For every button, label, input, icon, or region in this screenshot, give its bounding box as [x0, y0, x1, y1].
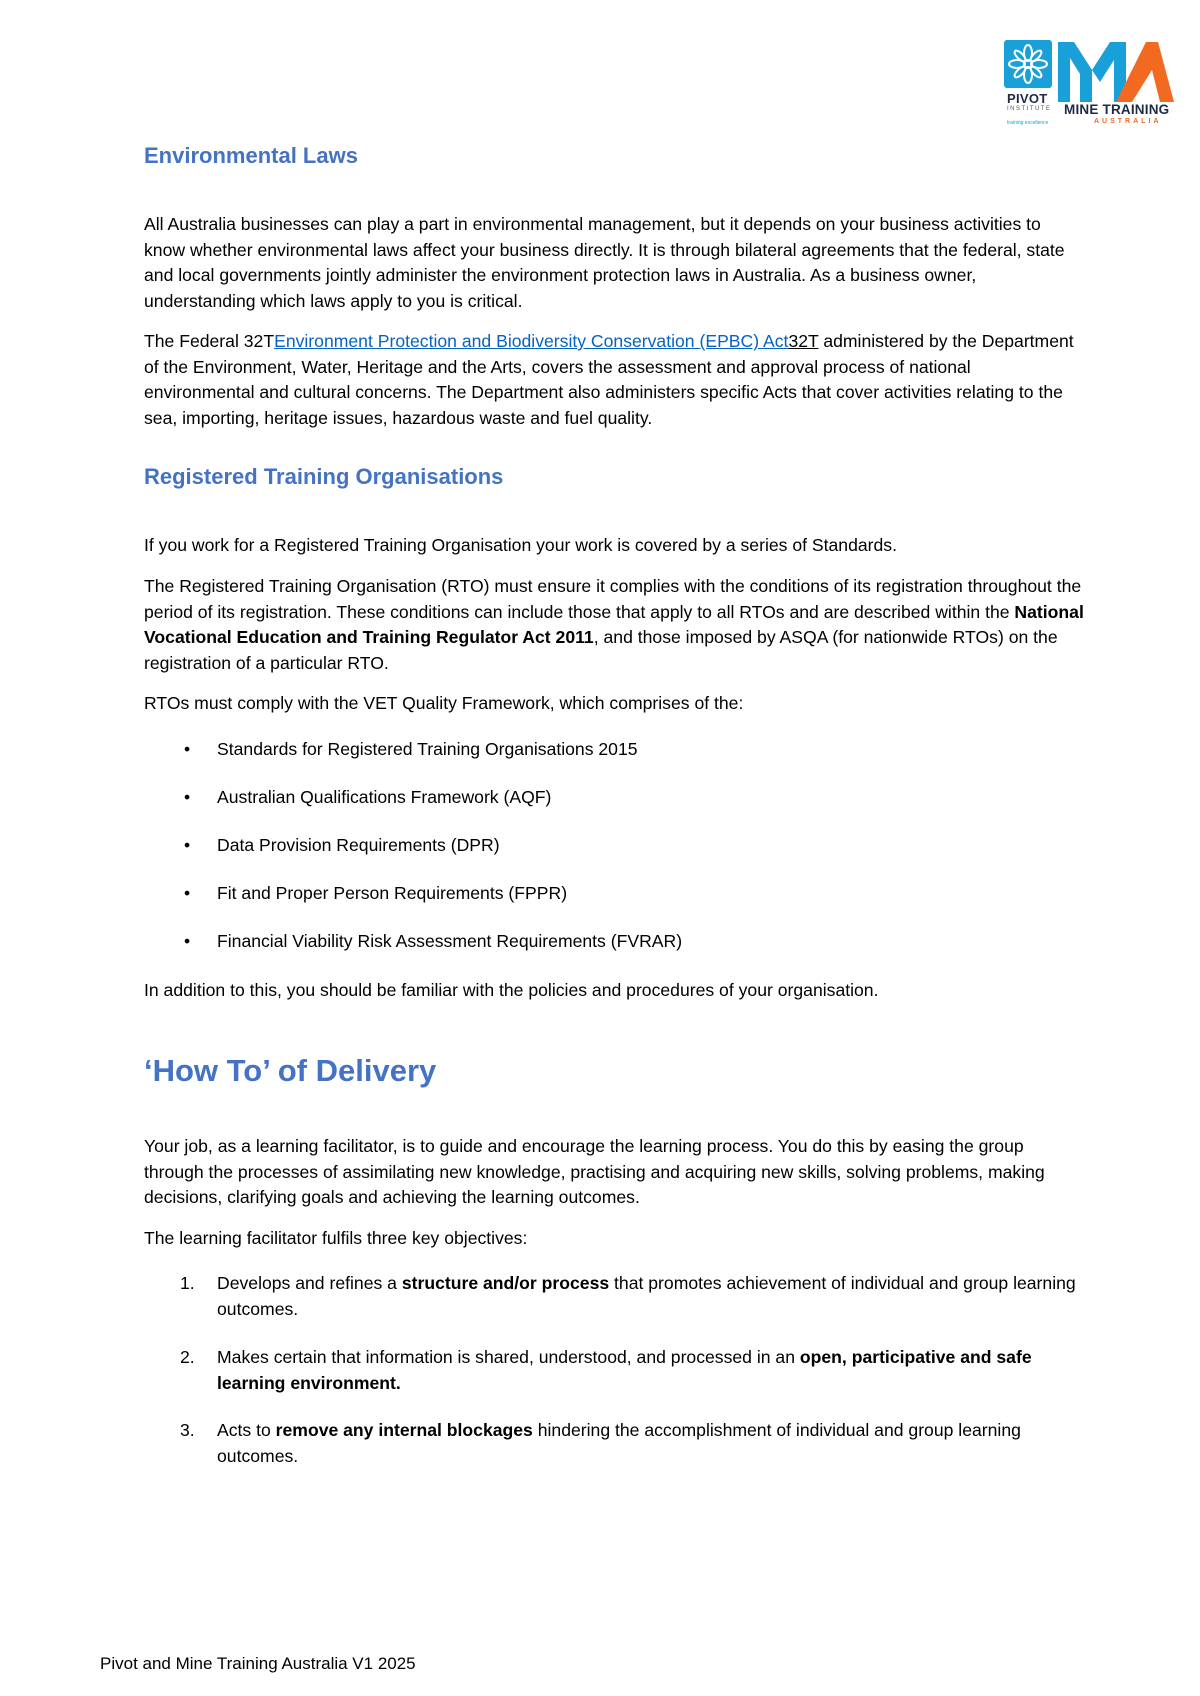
rto-p2-prefix: The Registered Training Organisation (RTO) must ensure it complies with the conditions of its registration throughout the period of its registration. These conditions can include those that apply to all RTOs and are described within the [144, 576, 1082, 622]
list-item-text: Data Provision Requirements (DPR) [217, 835, 500, 855]
list-item-text-pre: Acts to [217, 1420, 276, 1440]
list-item-text [217, 1271, 1077, 1322]
pivot-wordmark: PIVOT [1007, 91, 1048, 106]
env-p2-prefix: The Federal 32T [144, 331, 275, 351]
bullet-icon: • [184, 883, 191, 903]
env-paragraph-1: All Australia businesses can play a part in environmental management, but it depends on your business activities to know whether environmental laws affect your business directly. It is through bilateral agreements that the federal, state and local governments jointly administer the environment protection laws in Australia. As a business owner, understanding which laws apply to you is critical. [144, 214, 1065, 311]
list-item-text [217, 1418, 1077, 1469]
rto-paragraph-1: If you work for a Registered Training Organisation your work is covered by a series of Standards. [144, 535, 897, 555]
list-item-text-bold: structure and/or process [401, 1273, 610, 1293]
rto-paragraph-4: In addition to this, you should be familiar with the policies and procedures of your organisation. [144, 980, 879, 1000]
env-p2-code: 32T [788, 331, 819, 351]
rto-p2-act-name: National Vocational Education and Training Regulator Act 2011 [144, 601, 1084, 647]
list-number: 2. [180, 1347, 195, 1367]
rto-paragraph-2 [144, 574, 1084, 676]
howto-paragraph-1: Your job, as a learning facilitator, is to guide and encourage the learning process. You do this by easing the group through the processes of assimilating new knowledge, practising and acquiring new skills, solving problems, making decisions, clarifying goals and achieving the learning outcomes. [144, 1136, 1045, 1207]
mine-training-wordmark: MINE TRAINING [1064, 102, 1170, 117]
list-item-text-pre: Makes certain that information is shared, understood, and processed in an [217, 1347, 800, 1367]
rto-paragraph-3: RTOs must comply with the VET Quality Framework, which comprises of the: [144, 693, 744, 713]
list-item-text-bold: remove any internal blockages [275, 1420, 533, 1440]
list-item-text-post: that promotes achievement of individual and group learning outcomes. [217, 1273, 1076, 1319]
list-item-text [217, 1345, 1077, 1396]
list-item-text: Fit and Proper Person Requirements (FPPR) [217, 883, 568, 903]
list-item-text-bold: open, participative and safe learning environment. [217, 1347, 1032, 1393]
list-item-text: Australian Qualifications Framework (AQF) [217, 787, 552, 807]
pivot-tagline: training excellence [1007, 120, 1049, 126]
heading-environmental-laws: Environmental Laws [144, 143, 358, 168]
company-logo [1004, 40, 1176, 130]
list-item-text-pre: Develops and refines a [217, 1273, 402, 1293]
australia-wordmark: AUSTRALIA [1094, 118, 1162, 125]
env-paragraph-2 [144, 329, 1084, 431]
bullet-icon: • [184, 787, 191, 807]
bullet-icon: • [184, 835, 191, 855]
pivot-sub-wordmark: INSTITUTE [1007, 106, 1052, 112]
list-item-text: Standards for Registered Training Organisations 2015 [217, 739, 638, 759]
rto-p2-suffix: , and those imposed by ASQA (for nationwide RTOs) on the registration of a particular RTO. [144, 627, 1058, 673]
heading-how-to-of-delivery: ‘How To’ of Delivery [144, 1053, 437, 1088]
list-number: 3. [180, 1420, 195, 1440]
env-p2-suffix: administered by the Department of the Environment, Water, Heritage and the Arts, covers the assessment and approval process of national environmental and cultural concerns. The Department also administers specific Acts that cover activities relating to the sea, importing, heritage issues, hazardous waste and fuel quality. [144, 331, 1074, 428]
list-item-text-post: hindering the accomplishment of individual and group learning outcomes. [217, 1420, 1021, 1466]
pivot-flower-icon [1004, 40, 1052, 88]
list-item-text: Financial Viability Risk Assessment Requirements (FVRAR) [217, 931, 683, 951]
howto-paragraph-2: The learning facilitator fulfils three key objectives: [144, 1228, 528, 1248]
epbc-act-link[interactable]: Environment Protection and Biodiversity Conservation (EPBC) Act [274, 331, 789, 351]
heading-registered-training-organisations: Registered Training Organisations [144, 464, 504, 489]
bullet-icon: • [184, 739, 191, 759]
mta-monogram-icon [1054, 40, 1176, 102]
bullet-icon: • [184, 931, 191, 951]
page-footer: Pivot and Mine Training Australia V1 2025 [100, 1654, 416, 1673]
list-number: 1. [180, 1273, 195, 1293]
